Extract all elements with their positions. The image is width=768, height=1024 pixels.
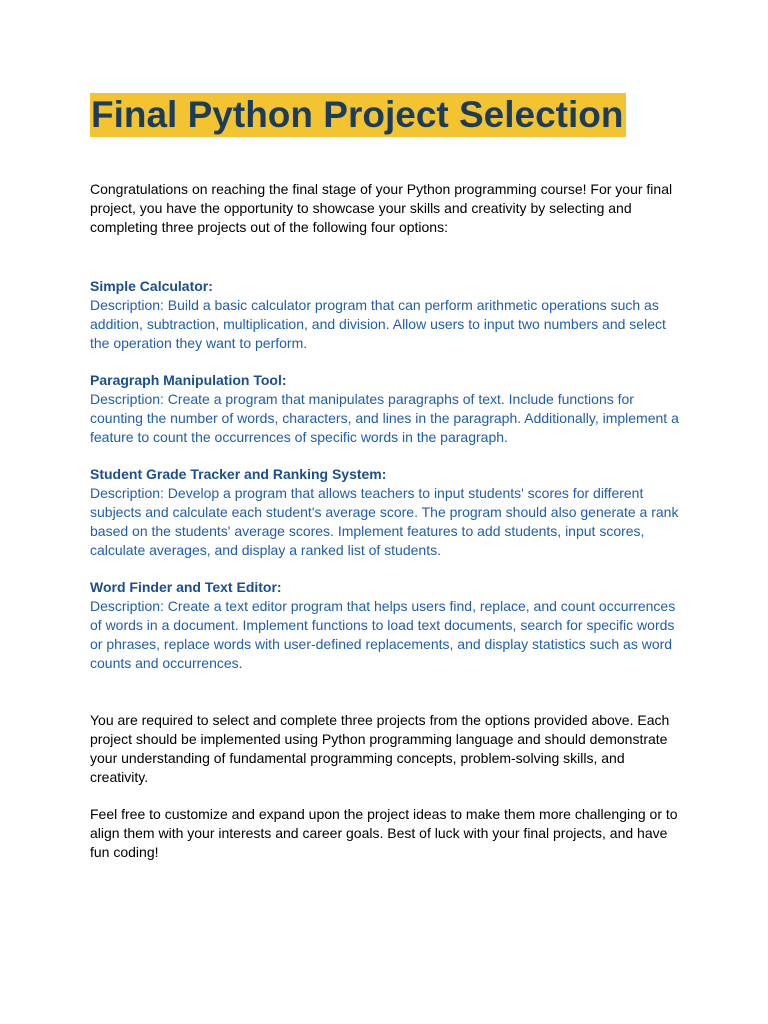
document-page — [90, 93, 680, 862]
project-title: Paragraph Manipulation Tool: — [90, 372, 287, 388]
project-description: Description: Develop a program that allows teachers to input students' scores for different subjects and calculate each student's average score. The program should also generate a rank based on the students' average scores. Implement features to add students, input scores, calculate averages, and display a ranked list of students. — [90, 485, 679, 558]
intro-paragraph: Congratulations on reaching the final stage of your Python programming course! For your final project, you have the opportunity to showcase your skills and creativity by selecting and completing three projects out of the following four options: — [90, 181, 673, 235]
project-description: Description: Create a program that manipulates paragraphs of text. Include functions for counting the number of words, characters, and lines in the paragraph. Additionally, implement a feature to count the occurrences of specific words in the paragraph. — [90, 391, 679, 445]
project-description: Description: Create a text editor program that helps users find, replace, and count occurrences of words in a document. Implement functions to load text documents, search for specific words or phrases, replace words with user-defined replacements, and display statistics such as word counts and occurrences. — [90, 598, 676, 671]
requirements-paragraph: You are required to select and complete three projects from the options provided above. Each project should be implemented using Python programming language and should demonstrate your understanding of fundamental programming concepts, problem-solving skills, and creativity. — [90, 712, 670, 785]
project-title: Student Grade Tracker and Ranking System: — [90, 466, 387, 482]
project-list — [90, 277, 680, 673]
project-item-paragraph-tool — [90, 371, 680, 447]
project-description: Description: Build a basic calculator program that can perform arithmetic operations such as addition, subtraction, multiplication, and division. Allow users to input two numbers and select the operation they want to perform. — [90, 297, 666, 351]
project-item-simple-calculator — [90, 277, 680, 353]
project-item-grade-tracker — [90, 465, 680, 560]
closing-paragraph: Feel free to customize and expand upon the project ideas to make them more challenging or to align them with your interests and career goals. Best of luck with your final projects, and have fun coding! — [90, 806, 678, 860]
project-item-word-finder — [90, 578, 680, 673]
page-title: Final Python Project Selection — [91, 94, 624, 135]
project-title: Simple Calculator: — [90, 278, 213, 294]
project-title: Word Finder and Text Editor: — [90, 579, 282, 595]
